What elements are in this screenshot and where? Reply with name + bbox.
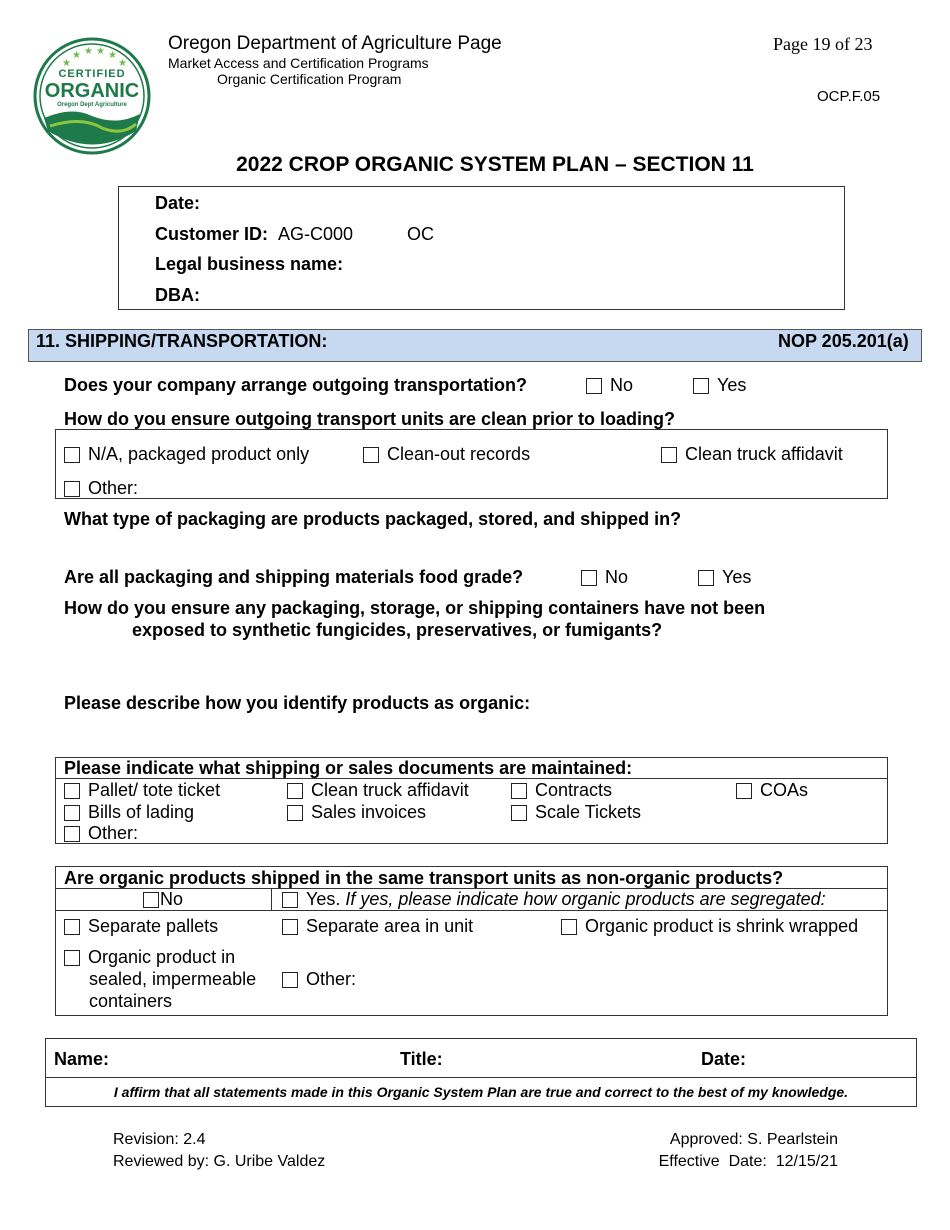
seg-shrink-label: Organic product is shrink wrapped <box>585 916 859 936</box>
q1-no-checkbox[interactable] <box>586 378 602 394</box>
clean-other-checkbox[interactable] <box>64 481 80 497</box>
doc-contracts-label: Contracts <box>535 780 613 800</box>
doc-scale-checkbox[interactable] <box>511 805 527 821</box>
clean-other-label: Other: <box>88 478 139 498</box>
seg-yes-note: If yes, please indicate how organic products are segregated: <box>345 889 826 909</box>
doc-invoices-label: Sales invoices <box>311 802 427 822</box>
q4-no-checkbox[interactable] <box>581 570 597 586</box>
svg-text:★: ★ <box>84 46 93 57</box>
seg-no-label: No <box>160 889 184 909</box>
logo-main-text: ORGANIC <box>44 80 140 102</box>
q4-no-label: No <box>605 567 629 587</box>
seg-pallets-option[interactable] <box>64 916 218 937</box>
doc-coas-checkbox[interactable] <box>736 783 752 799</box>
doc-pallet-option[interactable] <box>64 780 220 801</box>
question-exposure-line1: How do you ensure any packaging, storage, or shipping containers have not been <box>64 598 766 618</box>
header-line2: Market Access and Certification Programs <box>168 55 429 71</box>
doc-coas-label: COAs <box>760 780 809 800</box>
page-title: 2022 CROP ORGANIC SYSTEM PLAN – SECTION 11 <box>236 153 754 176</box>
page-number: Page 19 of 23 <box>773 34 873 54</box>
q1-no-label: No <box>610 375 634 395</box>
doc-invoices-checkbox[interactable] <box>287 805 303 821</box>
header-dept: Oregon Department of Agriculture Page <box>168 33 502 54</box>
doc-other-option[interactable] <box>64 823 138 844</box>
signature-name-label: Name: <box>54 1049 110 1069</box>
doc-other-label: Other: <box>88 823 139 843</box>
seg-other-checkbox[interactable] <box>282 972 298 988</box>
q4-no-option[interactable] <box>581 567 628 588</box>
seg-shrink-option[interactable] <box>561 916 858 937</box>
doc-lading-label: Bills of lading <box>88 802 195 822</box>
certified-organic-logo <box>32 36 152 156</box>
question-food-grade: Are all packaging and shipping materials food grade? <box>64 567 524 587</box>
doc-invoices-option[interactable] <box>287 802 426 823</box>
clean-affidavit-option[interactable] <box>661 444 843 465</box>
seg-area-label: Separate area in unit <box>306 916 474 936</box>
q1-no-option[interactable] <box>586 375 633 396</box>
section-ref: NOP 205.201(a) <box>778 331 909 351</box>
logo-top-text: CERTIFIED <box>58 68 126 80</box>
seg-no-option[interactable] <box>143 889 183 910</box>
clean-records-label: Clean-out records <box>387 444 531 464</box>
date-label: Date: <box>155 193 201 213</box>
info-box <box>118 186 845 310</box>
clean-na-option[interactable] <box>64 444 309 465</box>
footer-reviewed: Reviewed by: G. Uribe Valdez <box>113 1153 326 1170</box>
clean-affidavit-checkbox[interactable] <box>661 447 677 463</box>
q1-yes-checkbox[interactable] <box>693 378 709 394</box>
q1-yes-option[interactable] <box>693 375 746 396</box>
doc-affidavit-option[interactable] <box>287 780 469 801</box>
clean-na-checkbox[interactable] <box>64 447 80 463</box>
q4-yes-option[interactable] <box>698 567 751 588</box>
customer-id-suffix: OC <box>407 224 434 244</box>
seg-other-label: Other: <box>306 969 357 989</box>
seg-sealed-checkbox[interactable] <box>64 950 80 966</box>
documents-header: Please indicate what shipping or sales documents are maintained: <box>64 758 633 778</box>
logo-sub-text: Oregon Dept Agriculture <box>57 102 127 108</box>
footer-revision: Revision: 2.4 <box>113 1131 206 1148</box>
q4-yes-label: Yes <box>722 567 752 587</box>
dba-label: DBA: <box>155 285 200 305</box>
seg-divider-2 <box>55 910 888 911</box>
customer-id-value: AG-C000 <box>278 224 354 244</box>
seg-sealed-label-3: containers <box>89 991 173 1011</box>
business-name-label: Legal business name: <box>155 254 344 274</box>
seg-no-checkbox[interactable] <box>143 892 159 908</box>
doc-affidavit-checkbox[interactable] <box>287 783 303 799</box>
seg-col-divider <box>271 888 272 910</box>
footer-effective: Effective Date: 12/15/21 <box>658 1153 838 1170</box>
question-clean: How do you ensure outgoing transport units are clean prior to loading? <box>64 409 676 429</box>
seg-sealed-option[interactable] <box>64 947 235 968</box>
signature-title-label: Title: <box>400 1049 443 1069</box>
header-line3: Organic Certification Program <box>217 71 402 87</box>
question-packaging-type: What type of packaging are products packaged, stored, and shipped in? <box>64 509 682 529</box>
doc-contracts-checkbox[interactable] <box>511 783 527 799</box>
footer-approved: Approved: S. Pearlstein <box>669 1131 838 1148</box>
affirmation-text: I affirm that all statements made in this Organic System Plan are true and correct to the best of my knowledge. <box>113 1084 849 1100</box>
doc-coas-option[interactable] <box>736 780 808 801</box>
doc-contracts-option[interactable] <box>511 780 612 801</box>
q4-yes-checkbox[interactable] <box>698 570 714 586</box>
question-exposure-line2: exposed to synthetic fungicides, preservatives, or fumigants? <box>132 620 663 640</box>
doc-pallet-checkbox[interactable] <box>64 783 80 799</box>
doc-pallet-label: Pallet/ tote ticket <box>88 780 221 800</box>
seg-yes-label: Yes. <box>306 889 341 909</box>
clean-other-option[interactable] <box>64 478 138 499</box>
doc-other-checkbox[interactable] <box>64 826 80 842</box>
doc-affidavit-label: Clean truck affidavit <box>311 780 469 800</box>
seg-pallets-checkbox[interactable] <box>64 919 80 935</box>
svg-text:★: ★ <box>108 50 117 61</box>
q1-yes-label: Yes <box>717 375 747 395</box>
svg-text:★: ★ <box>96 46 105 57</box>
clean-affidavit-label: Clean truck affidavit <box>685 444 843 464</box>
doc-scale-label: Scale Tickets <box>535 802 642 822</box>
clean-na-label: N/A, packaged product only <box>88 444 310 464</box>
svg-text:★: ★ <box>72 50 81 61</box>
doc-lading-option[interactable] <box>64 802 194 823</box>
segregation-header: Are organic products shipped in the same transport units as non-organic products? <box>64 868 784 888</box>
doc-lading-checkbox[interactable] <box>64 805 80 821</box>
customer-id-label: Customer ID: <box>155 224 269 244</box>
clean-records-checkbox[interactable] <box>363 447 379 463</box>
seg-sealed-label-2: sealed, impermeable <box>89 969 257 989</box>
seg-pallets-label: Separate pallets <box>88 916 219 936</box>
svg-text:★: ★ <box>118 58 127 69</box>
seg-area-option[interactable] <box>282 916 473 937</box>
form-id: OCP.F.05 <box>817 88 881 105</box>
seg-sealed-label-1: Organic product in <box>88 947 236 967</box>
section-title: 11. SHIPPING/TRANSPORTATION: <box>36 331 328 351</box>
seg-yes-option[interactable] <box>282 889 826 910</box>
signature-divider <box>45 1077 917 1078</box>
svg-text:★: ★ <box>62 58 71 69</box>
question-identify-organic: Please describe how you identify products as organic: <box>64 693 531 713</box>
clean-records-option[interactable] <box>363 444 530 465</box>
question-transport: Does your company arrange outgoing transportation? <box>64 375 528 395</box>
seg-yes-checkbox[interactable] <box>282 892 298 908</box>
seg-shrink-checkbox[interactable] <box>561 919 577 935</box>
signature-date-label: Date: <box>701 1049 747 1069</box>
seg-other-option[interactable] <box>282 969 356 990</box>
doc-scale-option[interactable] <box>511 802 641 823</box>
seg-area-checkbox[interactable] <box>282 919 298 935</box>
